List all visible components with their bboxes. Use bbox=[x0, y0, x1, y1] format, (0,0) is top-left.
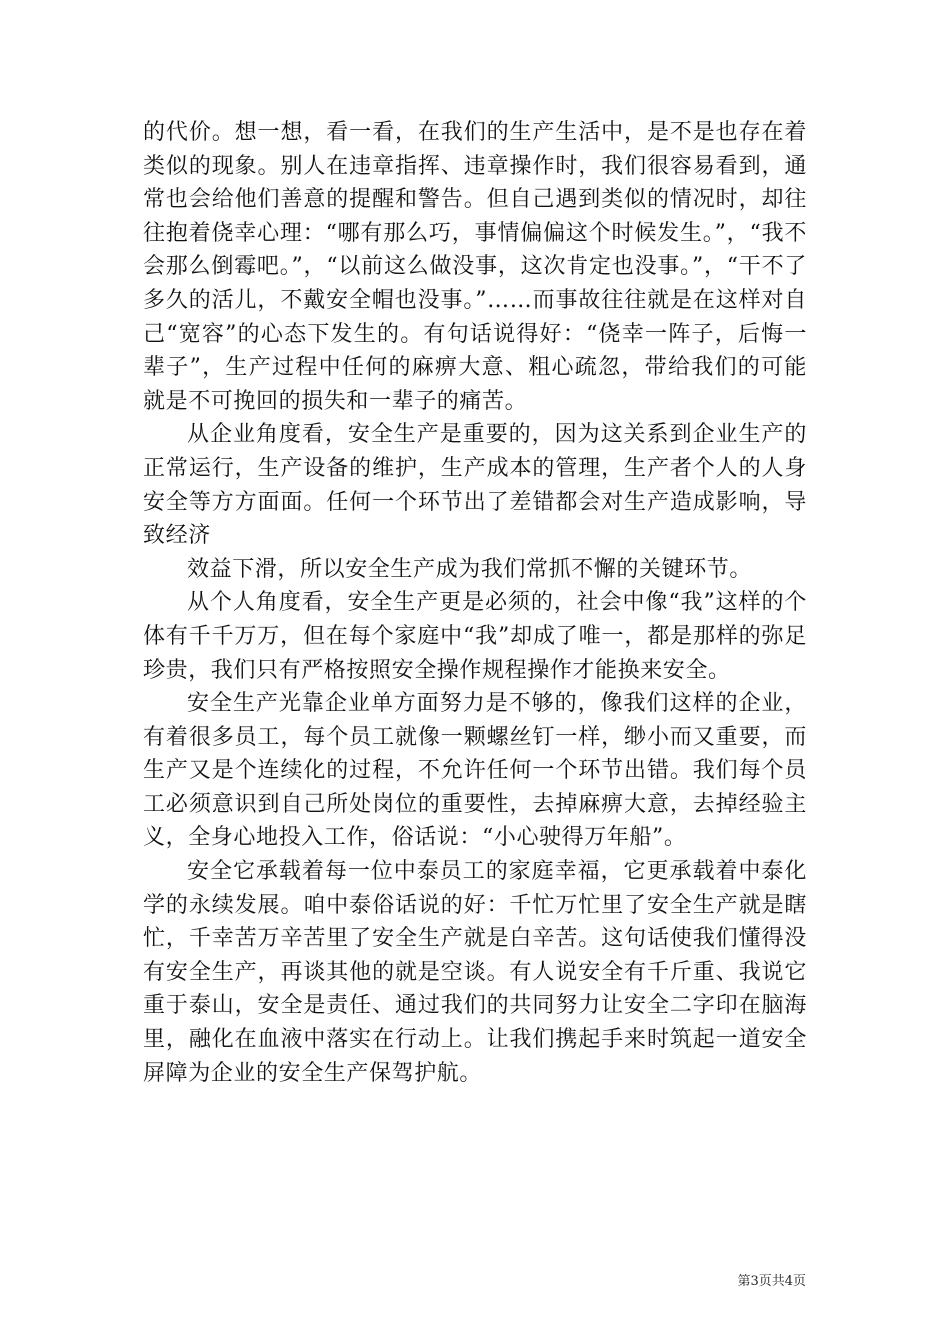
paragraph-5: 安全生产光靠企业单方面努力是不够的，像我们这样的企业，有着很多员工，每个员工就像一颗螺丝钉一样，缈小而又重要，而生产又是个连续化的过程，不允许任何一个环节出错。我们每个员工必须意识到自己所处岗位的重要性，去掉麻痹大意，去掉经验主义，全身心地投入工作，俗话说：“小心驶得万年船”。 bbox=[143, 691, 807, 851]
paragraph-3: 效益下滑，所以安全生产成为我们常抓不懈的关键环节。 bbox=[187, 556, 753, 582]
paragraph-1: 的代价。想一想，看一看，在我们的生产生活中，是不是也存在着类似的现象。别人在违章指挥、违章操作时，我们很容易看到，通常也会给他们善意的提醒和警告。但自己遇到类似的情况时，却往往抱着侥幸心理：“哪有那么巧，事情偏偏这个时候发生。”，“我不会那么倒霉吧。”，“以前这么做没事，这次肯定也没事。”，“干不了多久的活儿，不戴安全帽也没事。”……而事故往往就是在这样对自己“宽容”的心态下发生的。有句话说得好：“侥幸一阵子，后悔一辈子”，生产过程中任何的麻痹大意、粗心疏忽，带给我们的可能就是不可挽回的损失和一辈子的痛苦。 bbox=[143, 120, 807, 414]
page-number-footer: 第3页共4页 bbox=[737, 1274, 806, 1289]
document-body bbox=[143, 116, 807, 1090]
paragraph-2: 从企业角度看，安全生产是重要的，因为这关系到企业生产的正常运行，生产设备的维护，生产成本的管理，生产者个人的人身安全等方方面面。任何一个环节出了差错都会对生产造成影响，导致经济 bbox=[143, 422, 807, 549]
paragraph-4: 从个人角度看，安全生产更是必须的，社会中像“我”这样的个体有千千万万，但在每个家庭中“我”却成了唯一，都是那样的弥足珍贵，我们只有严格按照安全操作规程操作才能换来安全。 bbox=[143, 590, 807, 683]
paragraph-6: 安全它承载着每一位中泰员工的家庭幸福，它更承载着中泰化学的永续发展。咱中泰俗话说的好：千忙万忙里了安全生产就是瞎忙，千幸苦万辛苦里了安全生产就是白辛苦。这句话使我们懂得没有安全生产，再谈其他的就是空谈。有人说安全有千斤重、我说它重于泰山，安全是责任、通过我们的共同努力让安全二字印在脑海里，融化在血液中落实在行动上。让我们携起手来时筑起一道安全屏障为企业的安全生产保驾护航。 bbox=[143, 859, 807, 1086]
